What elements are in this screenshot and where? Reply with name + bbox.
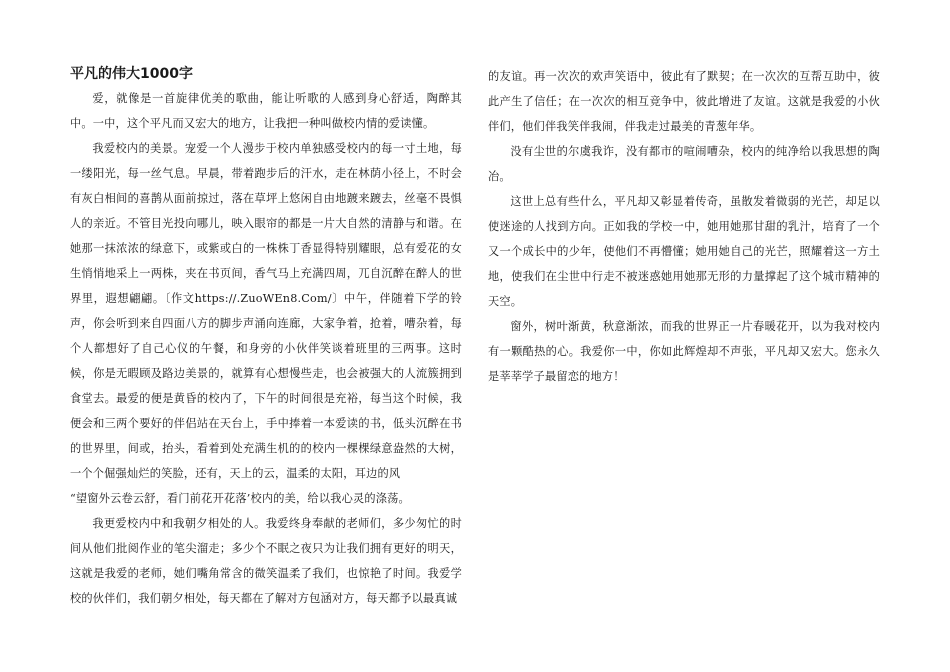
- document-title: 平凡的伟大1000字: [70, 66, 193, 82]
- left-column: [70, 64, 462, 611]
- paragraph: 这世上总有些什么，平凡却又彰显着传奇，虽散发着微弱的光芒，却足以使迷途的人找到方向。正如我的学校一中，她用她那甘甜的乳汁，培育了一个又一个成长中的少年，使他们不再懵懂；她用她自己的光芒，照耀着这一方土地，使我们在尘世中行走不被迷惑她用她那无形的力量撑起了这个城市精神的天空。: [488, 195, 880, 308]
- paragraph: 我爱校内的美景。宠爱一个人漫步于校内单独感受校内的每一寸土地，每一缕阳光，每一丝气息。早晨，带着跑步后的汗水，走在林荫小径上，不时会有灰白相间的喜鹊从面前掠过，落在草坪上悠闲自由地踱来踱去，丝毫不畏惧人的亲近。不管目光投向哪儿，映入眼帘的都是一片大自然的清静与和谐。在她那一抹浓浓的绿意下，或紫或白的一株株丁香显得特别耀眼，总有爱花的女生悄悄地采上一两株，夹在书页间，香气马上充满四周，兀自沉醉在醉人的世界里，遐想翩翩。〔作文https://.ZuoWEn8.Com/〕中午，伴随着下学的铃声，你会听到来自四面八方的脚步声涌向连廊，大家争着，抢着，嘈杂着，每个人都想好了自己心仪的午餐，和身旁的小伙伴笑谈着班里的三两事。这时候，你是无暇顾及路边美景的，就算有心想慢些走，也会被强大的人流簇拥到食堂去。最爱的便是黄昏的校内了，下午的时间很是充裕，每当这个时候，我便会和三两个要好的伴侣站在天台上，手中捧着一本爱读的书，低头沉醉在书的世界里，间或，抬头，看着到处充满生机的的校内一棵棵绿意盎然的大树，一个个倔强灿烂的笑脸，还有，天上的云，温柔的太阳，耳边的风: [70, 142, 462, 480]
- right-column: [488, 64, 880, 389]
- paragraph: 爱，就像是一首旋律优美的歌曲，能让听歌的人感到身心舒适，陶醉其中。一中，这个平凡而又宏大的地方，让我把一种叫做校内情的爱读懂。: [70, 92, 462, 130]
- paragraph: 我更爱校内中和我朝夕相处的人。我爱终身奉献的老师们，多少匆忙的时间从他们批阅作业的笔尖溜走；多少个不眠之夜只为让我们拥有更好的明天，这就是我爱的老师，她们嘴角常含的微笑温柔了我们，也惊艳了时间。我爱学校的伙伴们，我们朝夕相处，每天都在了解对方包涵对方，每天都予以最真诚: [70, 517, 462, 605]
- paragraph: 没有尘世的尔虞我诈，没有都市的喧闹嘈杂，校内的纯净给以我思想的陶冶。: [488, 145, 880, 183]
- paragraph: “望窗外云卷云舒，看门前花开花落’校内的美，给以我心灵的涤荡。: [70, 492, 410, 505]
- paragraph: 的友谊。再一次次的欢声笑语中，彼此有了默契；在一次次的互帮互助中，彼此产生了信任；在一次次的相互竞争中，彼此增进了友谊。这就是我爱的小伙伴们，他们伴我笑伴我闹，伴我走过最美的青葱年华。: [488, 70, 880, 133]
- paragraph: 窗外，树叶渐黄，秋意渐浓，而我的世界正一片春暖花开，以为我对校内有一颗酷热的心。我爱你一中，你如此辉煌却不声张，平凡却又宏大。您永久是莘莘学子最留恋的地方！: [488, 320, 880, 383]
